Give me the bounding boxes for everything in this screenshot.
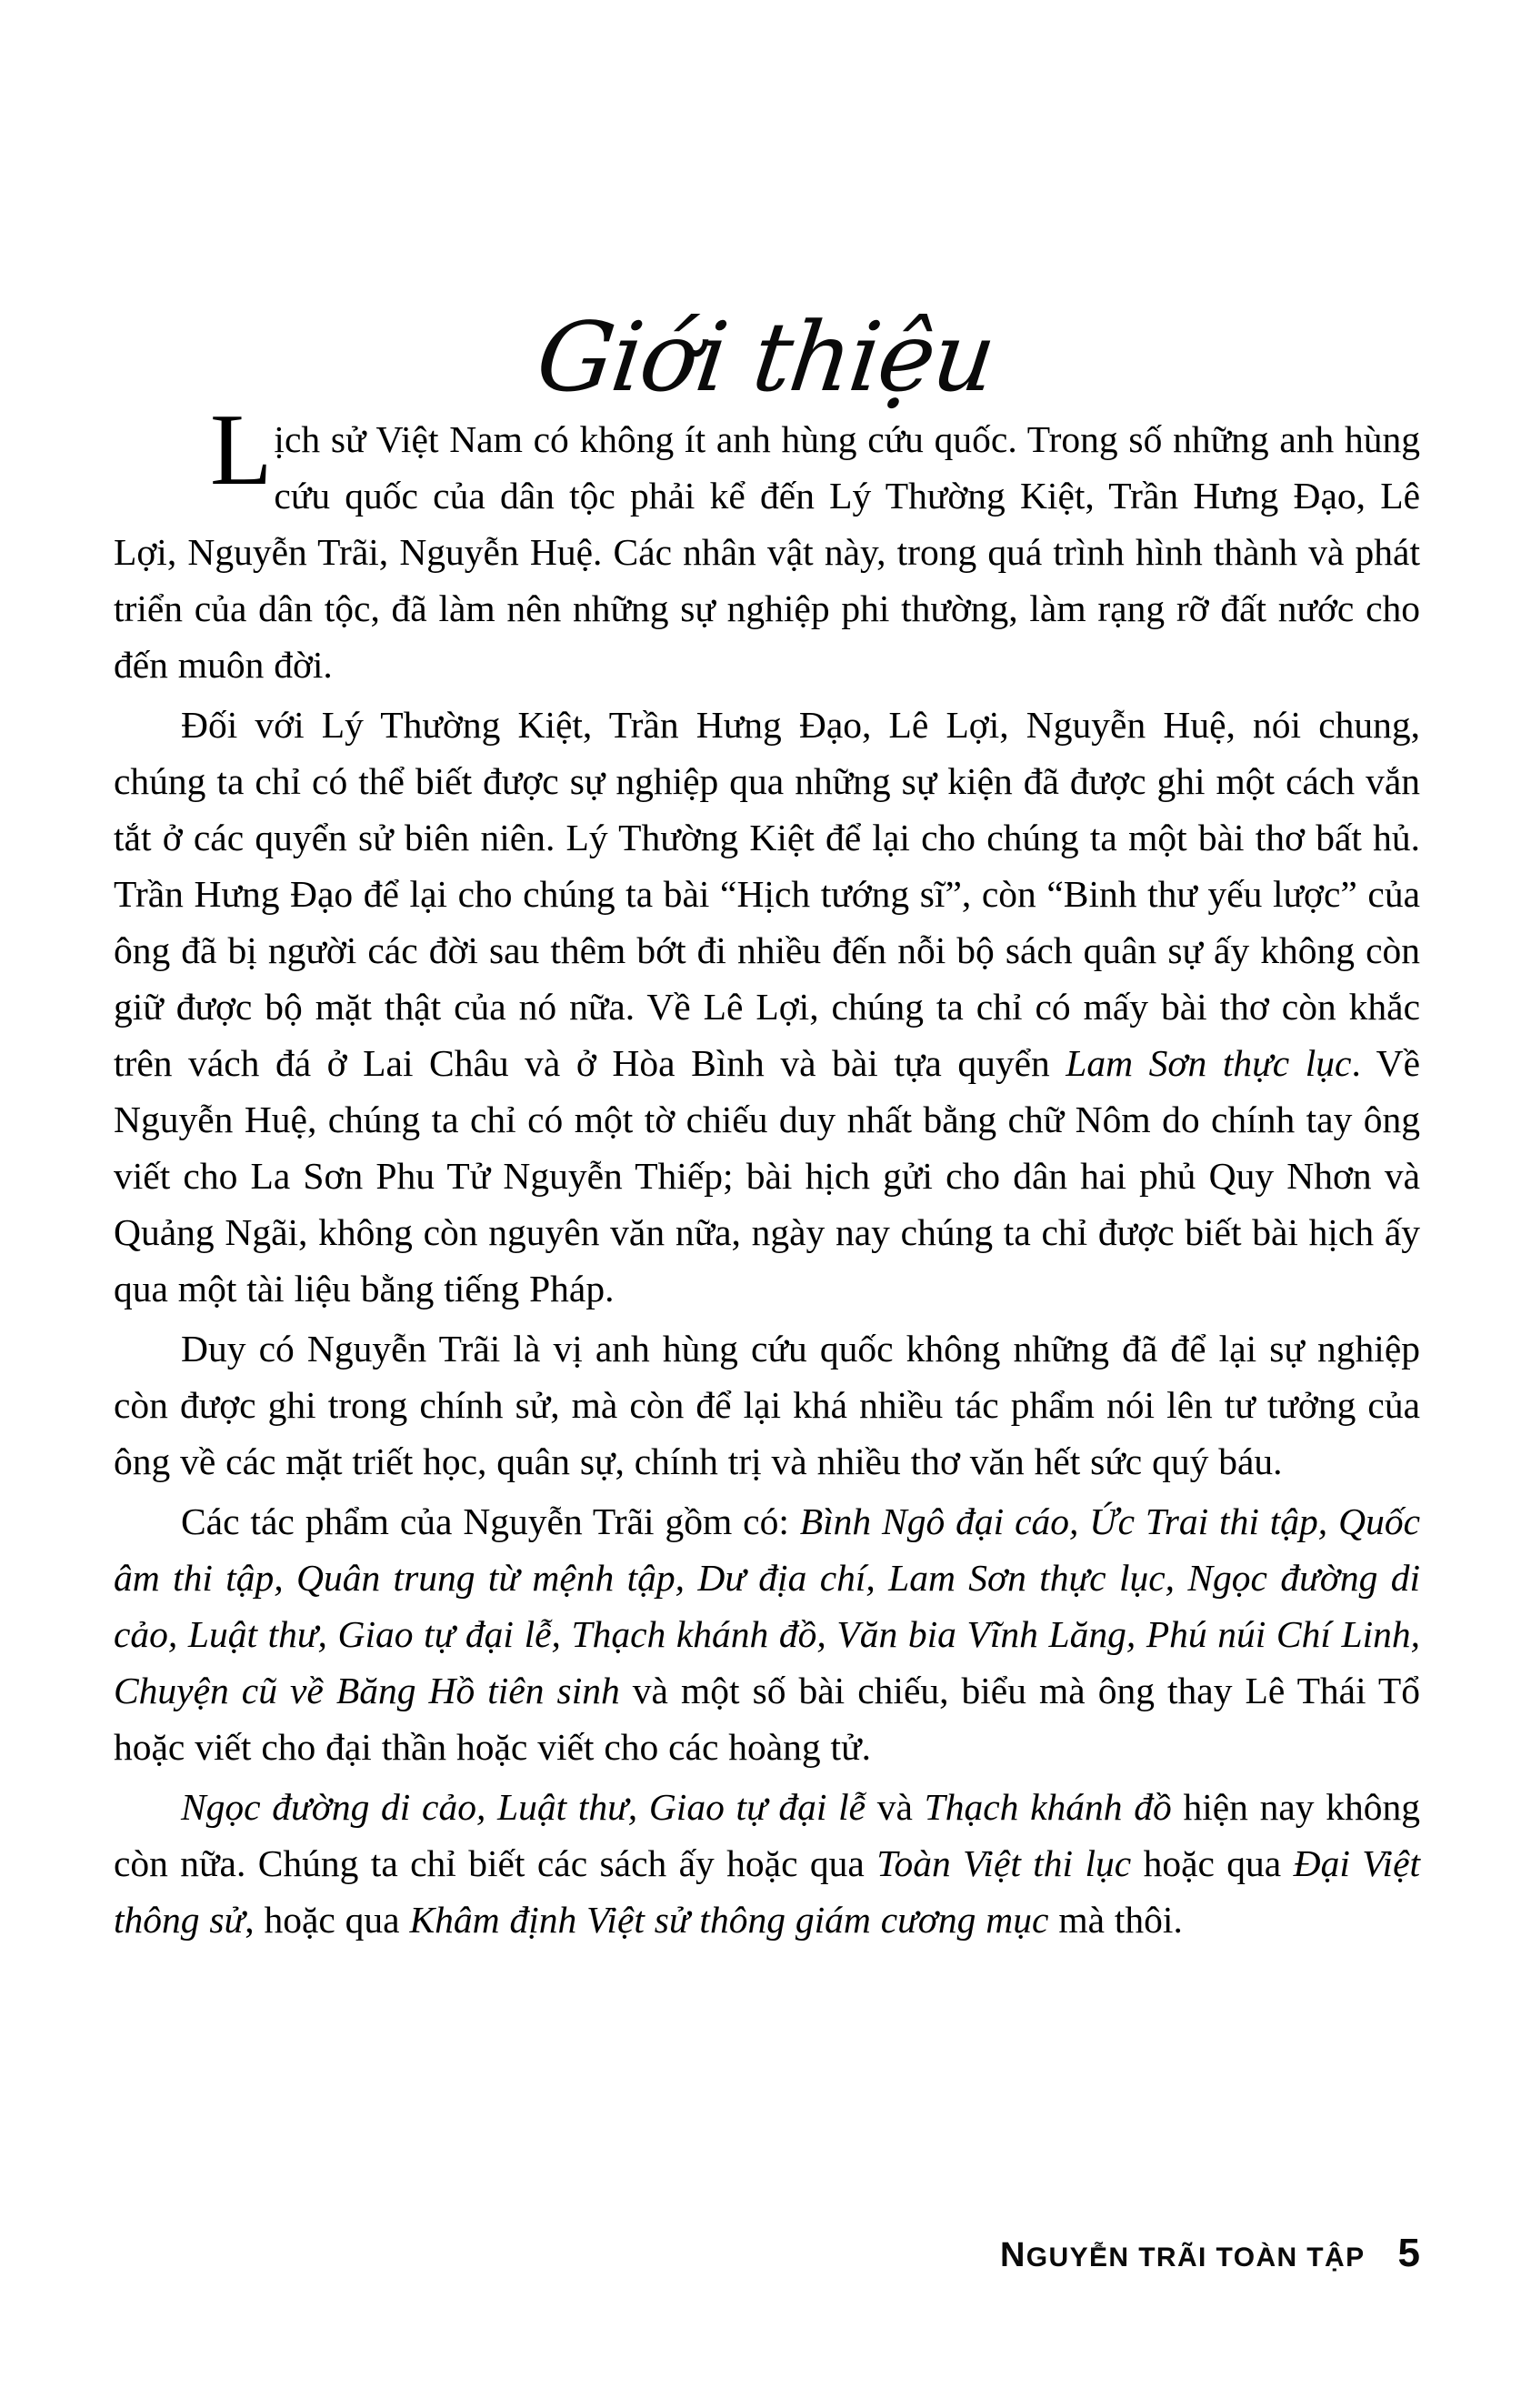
running-title-rest: GUYỄN TRÃI TOÀN TẬP [1026,2242,1366,2273]
italic-title-run: Khâm định Việt sử thông giám cương mục [409,1899,1049,1941]
text-run: mà thôi. [1048,1899,1183,1941]
running-title [1000,2236,1366,2275]
italic-title-run: Thạch khánh đồ [924,1786,1172,1828]
italic-title-run: Đại Việt thông sử [114,1842,1421,1941]
text-run: Duy có Nguyễn Trãi là vị anh hùng cứu quốc không những đã để lại sự nghiệp còn được ghi trong chính sử, mà còn để lại khá nhiều tác phẩm nói lên tư tưởng của ông về các mặt triết học, quân sự, chính trị và nhiều thơ văn hết sức quý báu. [114,1328,1420,1482]
text-run: và một số bài chiếu, biểu mà ông thay Lê Thái Tổ hoặc viết cho đại thần hoặc viết cho các hoàng tử. [114,1670,1421,1768]
italic-title-run: Lam Sơn thực lục [1066,1042,1352,1084]
text-run: , hoặc qua [245,1899,410,1941]
text-run: Đối với Lý Thường Kiệt, Trần Hưng Đạo, Lê Lợi, Nguyễn Huệ, nói chung, chúng ta chỉ có thể biết được sự nghiệp qua những sự kiện đã được ghi một cách vắn tắt ở các quyển sử biên niên. Lý Thường Kiệt để lại cho chúng ta một bài thơ bất hủ. Trần Hưng Đạo để lại cho chúng ta bài “Hịch tướng sĩ”, còn “Binh thư yếu lược” của ông đã bị người các đời sau thêm bớt đi nhiều đến nỗi bộ sách quân sự ấy không còn giữ được bộ mặt thật của nó nữa. Về Lê Lợi, chúng ta chỉ có mấy bài thơ còn khắc trên vách đá ở Lai Châu và ở Hòa Bình và bài tựa quyển [114,704,1420,1084]
paragraph-3 [114,1320,1420,1490]
page-number: 5 [1397,2231,1420,2275]
page-footer [114,2233,1420,2275]
text-run: . Về Nguyễn Huệ, chúng ta chỉ có một tờ chiếu duy nhất bằng chữ Nôm do chính tay ông viết cho La Sơn Phu Tử Nguyễn Thiếp; bài hịch gửi cho dân hai phủ Quy Nhơn và Quảng Ngãi, không còn nguyên văn nữa, ngày nay chúng ta chỉ được biết bài hịch ấy qua một tài liệu bằng tiếng Pháp. [114,1042,1421,1309]
paragraph-4 [114,1493,1420,1775]
text-run: hoặc qua [1131,1842,1294,1884]
body-text-block [114,394,1421,1948]
text-run: hiện nay không còn nữa. Chúng ta chỉ biết các sách ấy hoặc qua [114,1786,1420,1884]
running-title-initial: N [999,2236,1026,2274]
text-run: và [866,1786,925,1828]
paragraph-1 [114,394,1420,693]
paragraph-2 [114,697,1420,1317]
drop-cap: L [210,394,273,507]
italic-title-run: Toàn Việt thi lục [876,1842,1132,1884]
text-run: Các tác phẩm của Nguyễn Trãi gồm có: [181,1500,800,1542]
italic-title-run: Ngọc đường di cảo, Luật thư, Giao tự đại lễ [181,1786,866,1828]
page-title: Giới thiệu [531,302,1000,414]
text-run: ịch sử Việt Nam có không ít anh hùng cứu quốc. Trong số những anh hùng cứu quốc của dân tộc phải kể đến Lý Thường Kiệt, Trần Hưng Đạo, Lê Lợi, Nguyễn Trãi, Nguyễn Huệ. Các nhân vật này, trong quá trình hình thành và phát triển của dân tộc, đã làm nên những sự nghiệp phi thường, làm rạng rỡ đất nước cho đến muôn đời. [114,418,1420,686]
paragraph-5 [114,1779,1420,1948]
italic-title-run: Bình Ngô đại cáo, Ức Trai thi tập, Quốc âm thi tập, Quân trung từ mệnh tập, Dư địa chí, Lam Sơn thực lục, Ngọc đường di cảo, Luật thư, Giao tự đại lễ, Thạch khánh đồ, Văn bia Vĩnh Lăng, Phú núi Chí Linh, Chuyện cũ về Băng Hồ tiên sinh [114,1500,1420,1711]
